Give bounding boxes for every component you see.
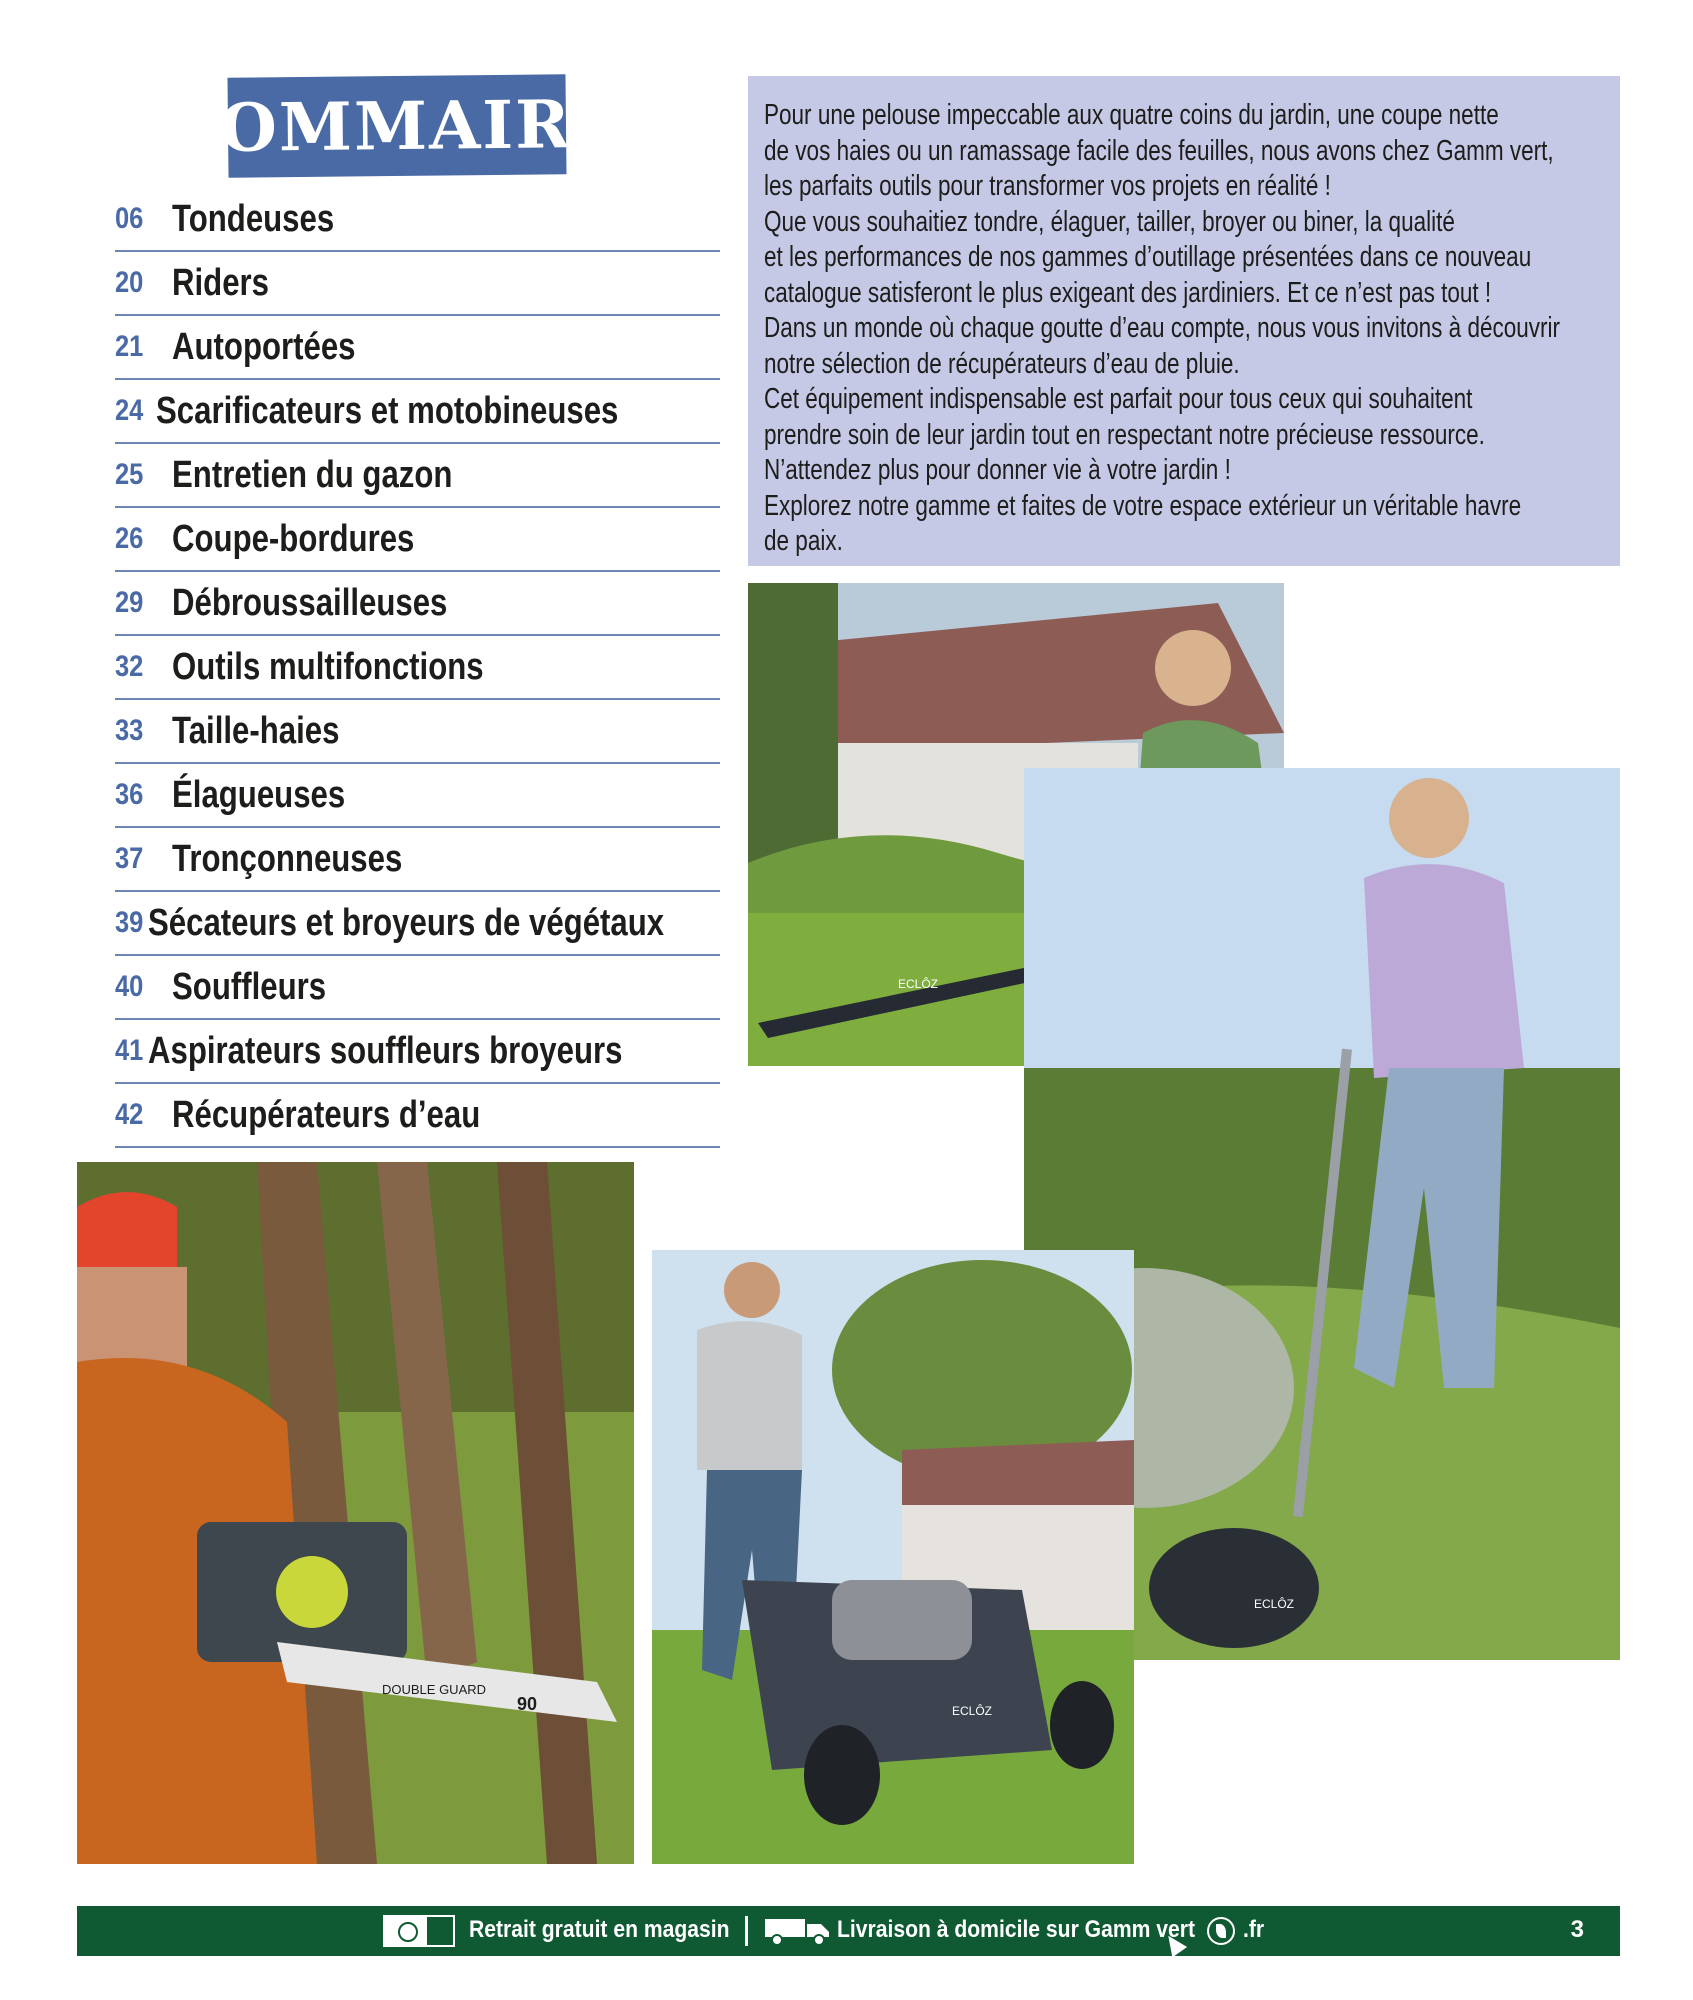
toc-row[interactable] [115, 636, 720, 700]
intro-line: de paix. [764, 525, 843, 557]
sommaire-title-box [169, 74, 625, 178]
toc-row[interactable] [115, 1084, 720, 1148]
toc-label: Entretien du gazon [172, 453, 453, 496]
toc-page-number: 42 [115, 1098, 144, 1131]
intro-line: Cet équipement indispensable est parfait pour tous ceux qui souhaitent [764, 383, 1473, 415]
toc-row[interactable] [115, 508, 720, 572]
toc-label: Autoportées [172, 325, 356, 368]
toc-row[interactable] [115, 252, 720, 316]
toc-row[interactable] [115, 764, 720, 828]
toc-row[interactable] [115, 956, 720, 1020]
toc-label: Tondeuses [172, 197, 335, 240]
toc-label: Élagueuses [172, 773, 346, 816]
domain-suffix: .fr [1243, 1916, 1265, 1943]
toc-label: Coupe-bordures [172, 517, 415, 560]
pickup-text: Retrait gratuit en magasin [469, 1916, 730, 1943]
toc-page-number: 37 [115, 842, 144, 875]
chainsaw-bar-label: DOUBLE GUARD [382, 1682, 487, 1697]
intro-line: prendre soin de leur jardin tout en respectant notre précieuse ressource. [764, 418, 1485, 451]
intro-line: de vos haies ou un ramassage facile des feuilles, nous avons chez Gamm vert, [764, 134, 1554, 167]
toc-page-number: 29 [115, 586, 144, 619]
toc-label: Tronçonneuses [172, 837, 403, 880]
intro-line: Explorez notre gamme et faites de votre espace extérieur un véritable havre [764, 489, 1522, 522]
chainsaw-photo [77, 1162, 634, 1864]
table-of-contents [115, 188, 720, 1148]
trimmer-brand: ECLÔZ [1254, 1597, 1295, 1611]
footer-separator [745, 1916, 748, 1946]
toc-page-number: 36 [115, 778, 144, 811]
toc-row[interactable] [115, 380, 720, 444]
intro-line: les parfaits outils pour transformer vos projets en réalité ! [764, 170, 1331, 202]
hedge-trimmer-brand: ECLÔZ [898, 977, 939, 991]
toc-label: Outils multifonctions [172, 645, 484, 688]
toc-page-number: 24 [115, 394, 144, 427]
toc-row[interactable] [115, 892, 720, 956]
toc-label: Scarificateurs et motobineuses [156, 389, 619, 432]
toc-row[interactable] [115, 1020, 720, 1084]
toc-page-number: 33 [115, 714, 144, 747]
toc-row[interactable] [115, 444, 720, 508]
toc-label: Sécateurs et broyeurs de végétaux [148, 901, 665, 944]
toc-label: Débroussailleuses [172, 581, 448, 624]
toc-page-number: 20 [115, 266, 144, 299]
page-number: 3 [1570, 1916, 1584, 1943]
intro-line: catalogue satisferont le plus exigeant des jardiniers. Et ce n’est pas tout ! [764, 276, 1492, 309]
toc-row[interactable] [115, 828, 720, 892]
toc-row[interactable] [115, 572, 720, 636]
intro-line: Que vous souhaitiez tondre, élaguer, tailler, broyer ou biner, la qualité [764, 205, 1455, 238]
toc-page-number: 40 [115, 970, 144, 1003]
toc-label: Taille-haies [172, 709, 340, 752]
intro-line: notre sélection de récupérateurs d’eau de pluie. [764, 347, 1240, 380]
toc-row[interactable] [115, 700, 720, 764]
chainsaw-number: 90 [517, 1694, 538, 1714]
toc-row[interactable] [115, 316, 720, 380]
footer-bar [77, 1906, 1620, 1956]
toc-row[interactable] [115, 188, 720, 252]
page-title: SOMMAIRE [169, 84, 625, 168]
intro-text-box [748, 76, 1620, 566]
intro-line: Pour une pelouse impeccable aux quatre coins du jardin, une coupe nette [764, 99, 1499, 131]
toc-page-number: 06 [115, 202, 144, 235]
toc-page-number: 41 [115, 1034, 144, 1067]
intro-line: N’attendez plus pour donner vie à votre jardin ! [764, 454, 1231, 486]
toc-page-number: 26 [115, 522, 144, 555]
delivery-truck-icon [763, 1916, 833, 1946]
mower-brand: ECLÔZ [952, 1704, 993, 1718]
intro-line: et les performances de nos gammes d’outillage présentées dans ce nouveau [764, 241, 1532, 273]
toc-label: Aspirateurs souffleurs broyeurs [148, 1029, 623, 1072]
toc-page-number: 21 [115, 330, 144, 363]
store-pickup-icon [383, 1915, 455, 1947]
lawn-mower-photo [652, 1250, 1134, 1864]
gamm-vert-leaf-icon [1207, 1917, 1235, 1945]
toc-page-number: 32 [115, 650, 144, 683]
toc-label: Souffleurs [172, 965, 327, 1008]
intro-line: Dans un monde où chaque goutte d’eau compte, nous vous invitons à découvrir [764, 312, 1561, 344]
toc-label: Riders [172, 261, 269, 304]
delivery-text[interactable]: Livraison à domicile sur Gamm vert [837, 1916, 1196, 1943]
toc-page-number: 39 [115, 906, 144, 939]
toc-label: Récupérateurs d’eau [172, 1093, 481, 1136]
toc-page-number: 25 [115, 458, 144, 491]
